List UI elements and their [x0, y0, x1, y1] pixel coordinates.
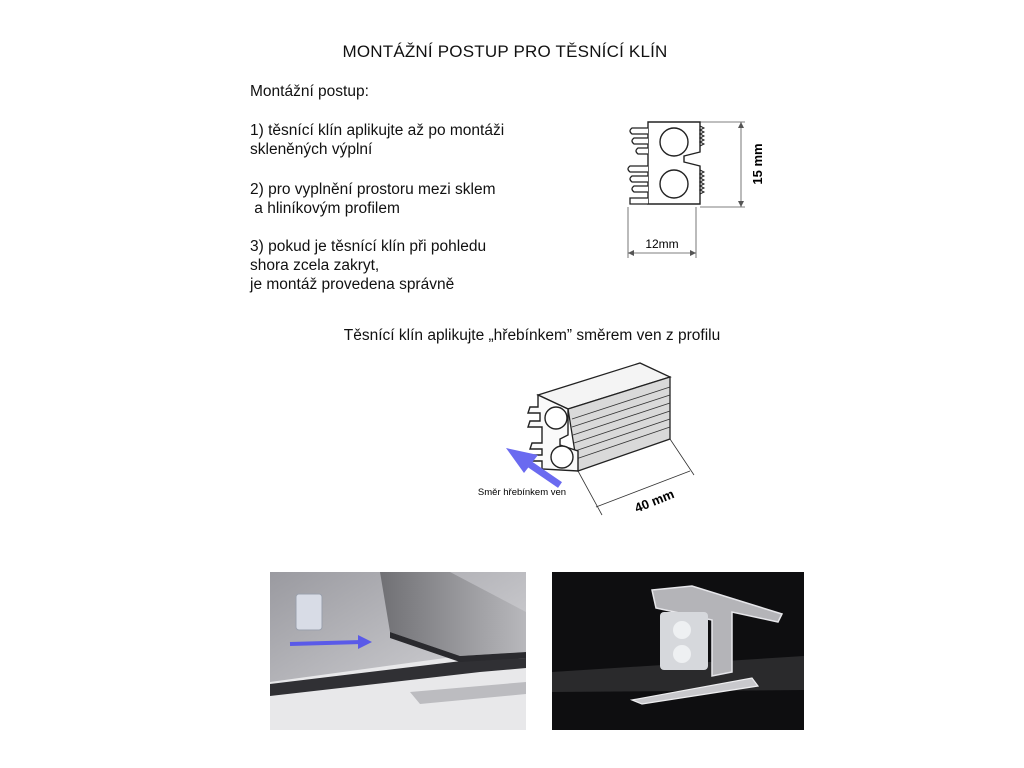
- comb-fins: [628, 128, 648, 204]
- insertion-arrow: [290, 642, 362, 644]
- direction-label: Směr hřebínkem ven: [477, 487, 567, 498]
- step-2: [250, 180, 496, 218]
- isometric-wedge-drawing: [460, 355, 720, 530]
- step-2-line-1: 2) pro vyplnění prostoru mezi sklem: [250, 181, 496, 198]
- step-1-line-2: skleněných výplní: [250, 141, 373, 158]
- step-3-line-1: 3) pokud je těsnící klín při pohledu: [250, 238, 487, 255]
- step-1: [250, 121, 504, 159]
- photo-wedge-installed: [552, 572, 804, 730]
- width-label: 12mm: [645, 237, 679, 251]
- step-1-line-1: 1) těsnící klín aplikujte až po montáži: [250, 122, 505, 139]
- step-3-line-3: je montáž provedena správně: [250, 276, 455, 293]
- profile-cross-section-drawing: [600, 110, 790, 270]
- upper-hole: [660, 128, 688, 156]
- photo-wedge-insertion: [270, 572, 526, 730]
- page-title: MONTÁŽNÍ POSTUP PRO TĚSNÍCÍ KLÍN: [342, 42, 668, 61]
- step-3-line-2: shora zcela zakryt,: [250, 257, 380, 274]
- height-label: 15 mm: [750, 143, 765, 185]
- procedure-heading: Montážní postup:: [250, 83, 369, 100]
- step-3: [250, 237, 486, 294]
- step-2-line-2: a hliníkovým profilem: [250, 200, 400, 217]
- wedge-piece: [296, 594, 322, 630]
- length-label: 40 mm: [632, 486, 677, 516]
- instruction-text: Těsnící klín aplikujte „hřebínkem” směrem ven z profilu: [343, 327, 721, 344]
- lower-hole: [660, 170, 688, 198]
